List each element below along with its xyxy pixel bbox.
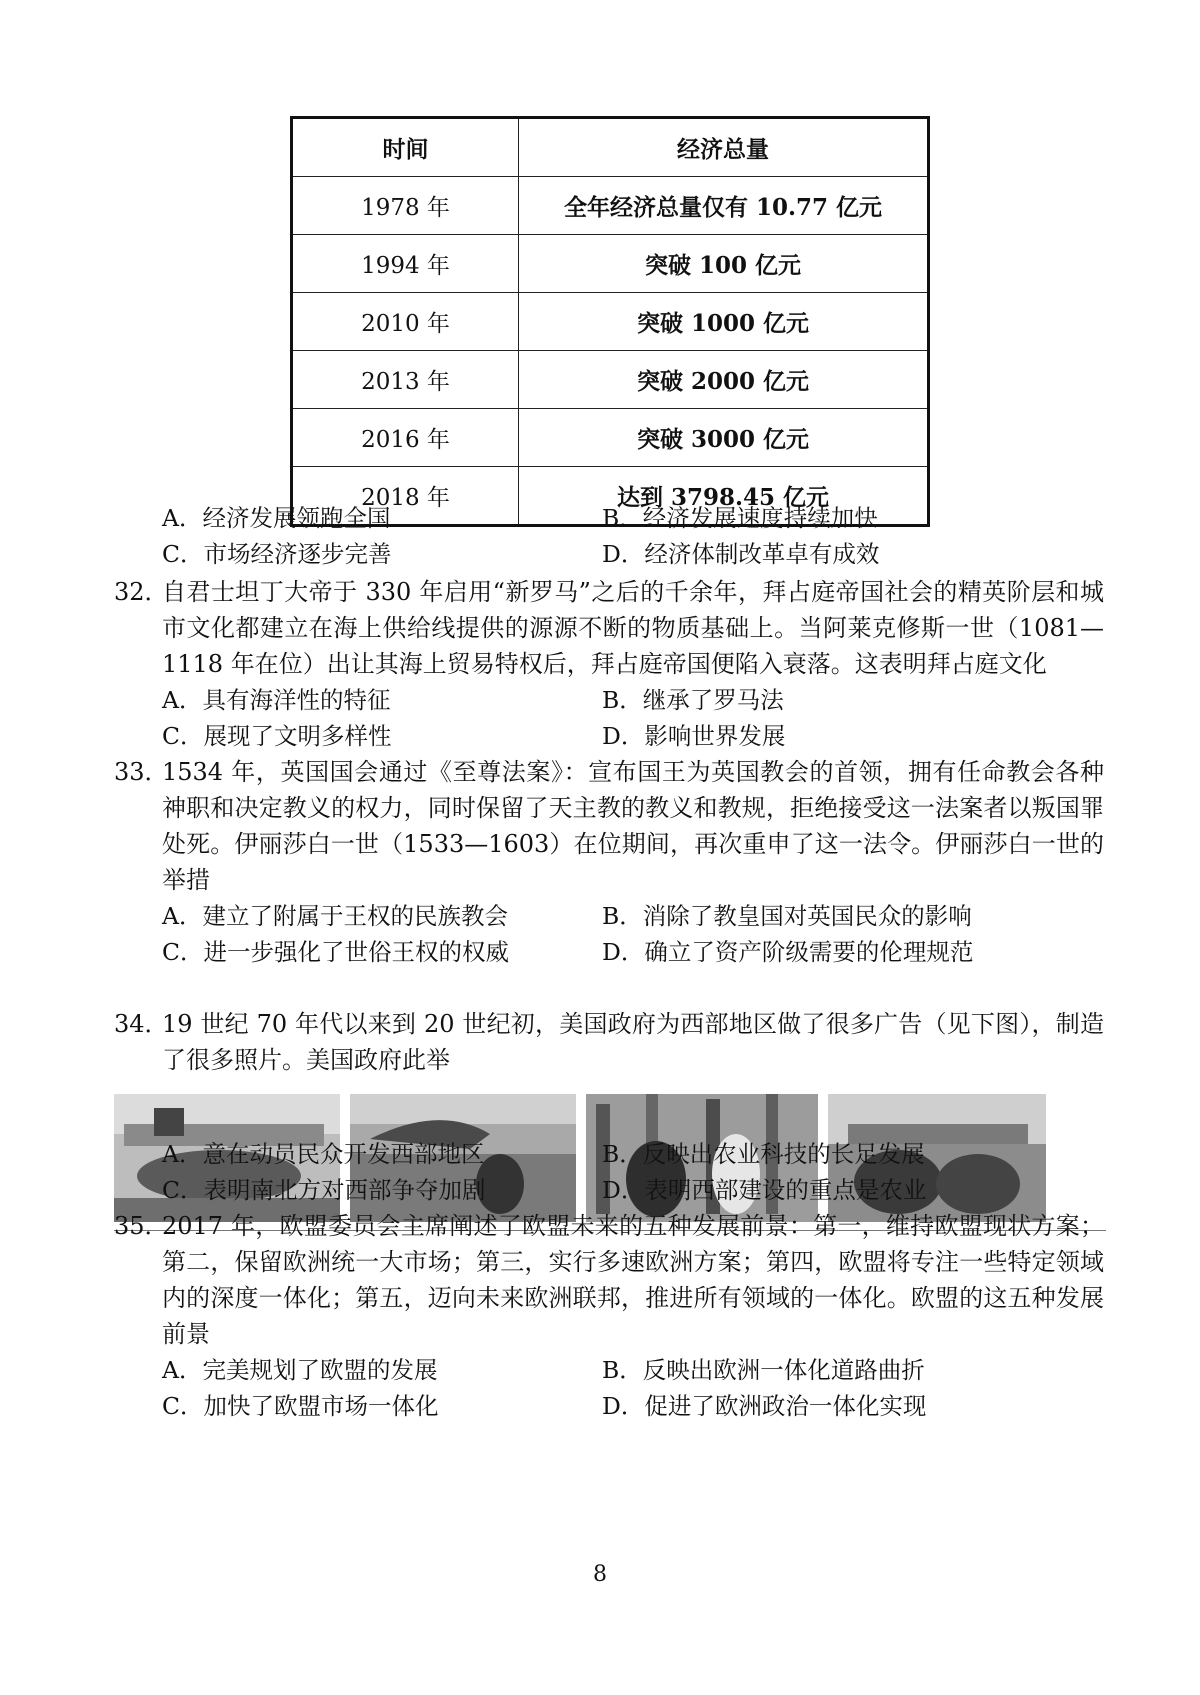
header-time: 时间 [292,118,519,177]
q32-option-b[interactable]: B．继承了罗马法 [602,686,784,714]
cell-year: 1978 年 [292,177,519,235]
q33-option-a[interactable]: A．建立了附属于王权的民族教会 [162,902,508,930]
cell-value: 突破 1000 亿元 [519,293,929,351]
question-number: 33． [114,758,169,786]
q32-option-c[interactable]: C．展现了文明多样性 [162,722,392,750]
q31-option-c[interactable]: C．市场经济逐步完善 [162,540,392,568]
q31-option-a[interactable]: A．经济发展领跑全国 [162,504,391,532]
table-row [292,351,929,409]
cell-year: 2016 年 [292,409,519,467]
q34-option-d[interactable]: D．表明西部建设的重点是农业 [602,1176,927,1204]
question-33 [114,754,1104,898]
q35-options [162,1352,1102,1424]
q32-options [162,682,1102,754]
cell-value: 突破 2000 亿元 [519,351,929,409]
cell-year: 2010 年 [292,293,519,351]
cell-year: 2013 年 [292,351,519,409]
table-row [292,293,929,351]
cell-value: 全年经济总量仅有 10.77 亿元 [519,177,929,235]
q35-option-c[interactable]: C．加快了欧盟市场一体化 [162,1392,439,1420]
cell-value: 突破 3000 亿元 [519,409,929,467]
q32-option-a[interactable]: A．具有海洋性的特征 [162,686,391,714]
question-number: 34． [114,1010,169,1038]
q35-option-b[interactable]: B．反映出欧洲一体化道路曲折 [602,1356,925,1384]
question-text: 2017 年，欧盟委员会主席阐述了欧盟未来的五种发展前景：第一，维持欧盟现状方案；第二，保留欧洲统一大市场；第三，实行多速欧洲方案；第四，欧盟将专注一些特定领域内的深度一体化；第五，迈向未来欧洲联邦，推进所有领域的一体化。欧盟的这五种发展前景 [162,1212,1104,1348]
header-economy: 经济总量 [519,118,929,177]
question-34 [114,1006,1104,1078]
q35-option-a[interactable]: A．完美规划了欧盟的发展 [162,1356,438,1384]
q31-option-b[interactable]: B．经济发展速度持续加快 [602,504,878,532]
economy-table [290,116,930,527]
q34-options [162,1136,1102,1208]
question-35 [114,1208,1104,1352]
cell-value: 突破 100 亿元 [519,235,929,293]
table-header-row [292,118,929,177]
q33-option-b[interactable]: B．消除了教皇国对英国民众的影响 [602,902,972,930]
q33-option-d[interactable]: D．确立了资产阶级需要的伦理规范 [602,938,974,966]
q31-option-d[interactable]: D．经济体制改革卓有成效 [602,540,880,568]
q32-option-d[interactable]: D．影响世界发展 [602,722,786,750]
table-row [292,177,929,235]
question-text: 19 世纪 70 年代以来到 20 世纪初，美国政府为西部地区做了很多广告（见下图），制造了很多照片。美国政府此举 [162,1010,1104,1074]
cell-year: 1994 年 [292,235,519,293]
table-row [292,235,929,293]
q31-options [162,500,1102,572]
q33-option-c[interactable]: C．进一步强化了世俗王权的权威 [162,938,509,966]
page-number: 8 [593,1562,607,1587]
question-number: 35． [114,1212,169,1240]
q33-options [162,898,1102,970]
q34-option-a[interactable]: A．意在动员民众开发西部地区 [162,1140,485,1168]
q34-option-b[interactable]: B．反映出农业科技的长足发展 [602,1140,925,1168]
cell-year: 2018 年 [292,467,519,526]
cell-value: 达到 3798.45 亿元 [519,467,929,526]
q34-option-c[interactable]: C．表明南北方对西部争夺加剧 [162,1176,486,1204]
question-32 [114,574,1104,682]
question-text: 自君士坦丁大帝于 330 年启用“新罗马”之后的千余年，拜占庭帝国社会的精英阶层和城市文化都建立在海上供给线提供的源源不断的物质基础上。当阿莱克修斯一世（1081—1118 年在位）出让其海上贸易特权后，拜占庭帝国便陷入衰落。这表明拜占庭文化 [162,578,1104,678]
table-row [292,409,929,467]
question-number: 32． [114,578,169,606]
question-text: 1534 年，英国国会通过《至尊法案》：宣布国王为英国教会的首领，拥有任命教会各种神职和决定教义的权力，同时保留了天主教的教义和教规，拒绝接受这一法案者以叛国罪处死。伊丽莎白一世（1533—1603）在位期间，再次重申了这一法令。伊丽莎白一世的举措 [162,758,1104,894]
q35-option-d[interactable]: D．促进了欧洲政治一体化实现 [602,1392,927,1420]
